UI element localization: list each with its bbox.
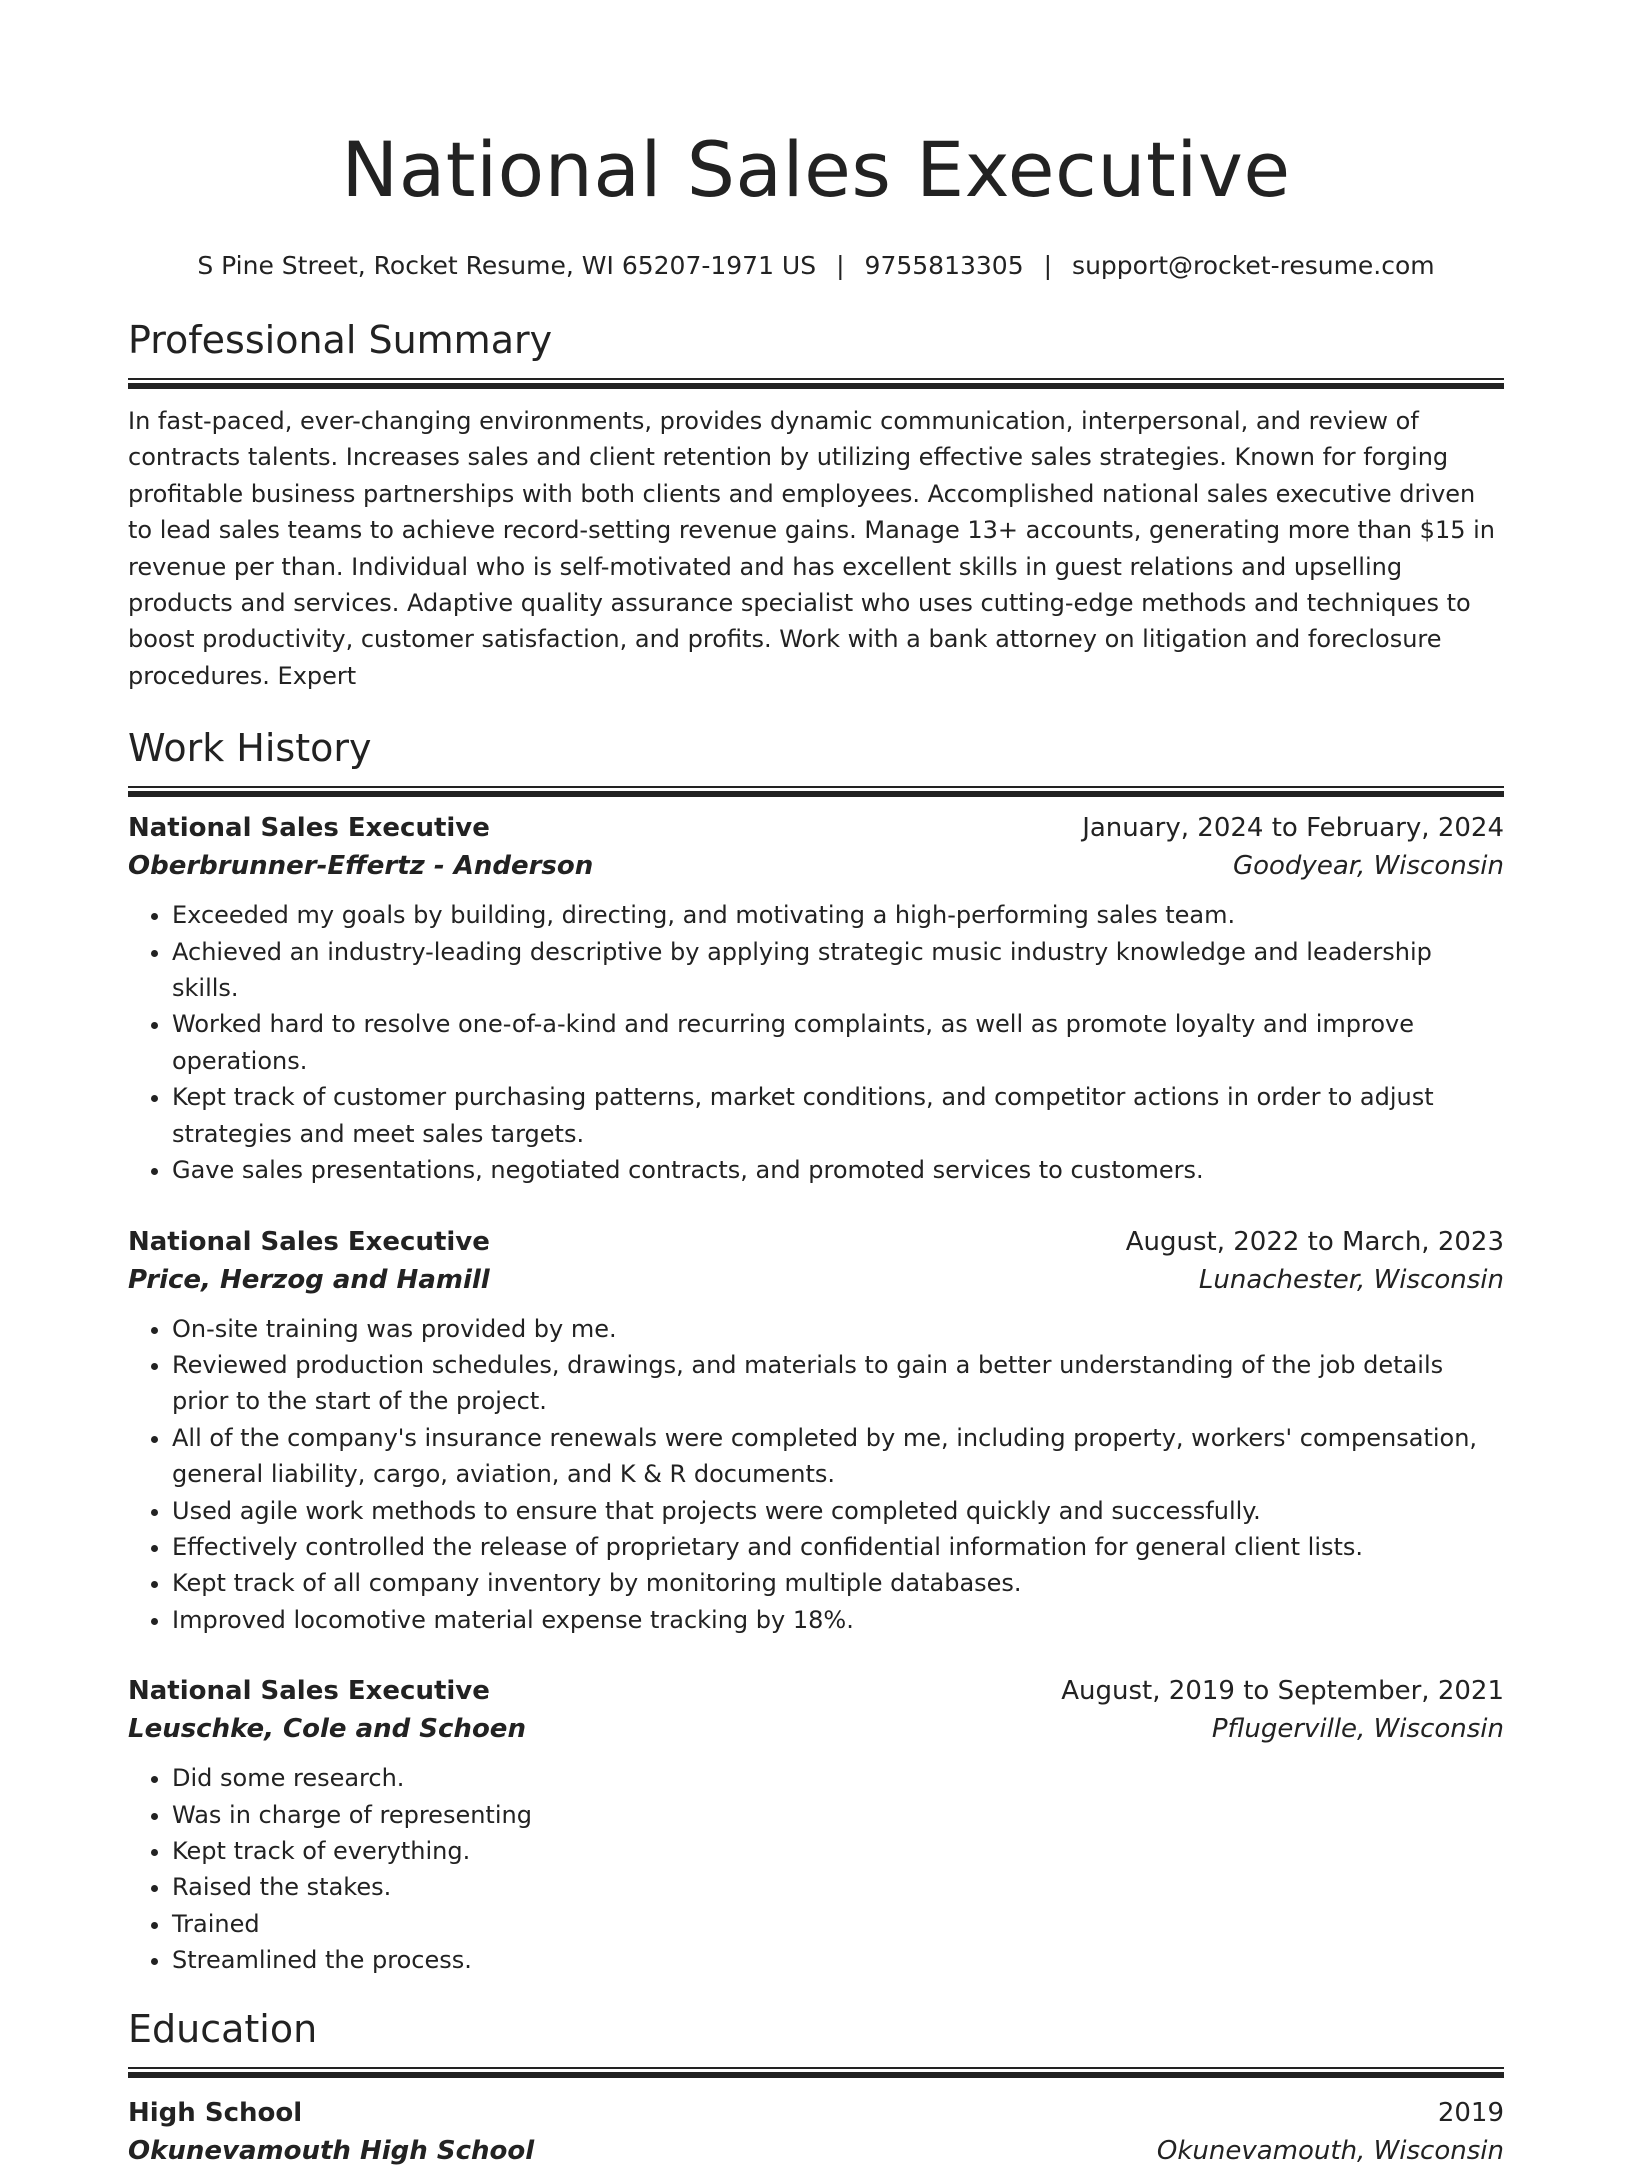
section-divider [128, 378, 1504, 389]
job-dates: August, 2022 to March, 2023 [1125, 1226, 1504, 1257]
education-degree: High School [128, 2097, 303, 2128]
job-bullet: • Trained [172, 1906, 1504, 1942]
job-bullet: • Exceeded my goals by building, directing, and motivating a high-performing sales team. [172, 897, 1504, 933]
education-location: Okunevamouth, Wisconsin [1156, 2135, 1504, 2166]
job-location: Lunachester, Wisconsin [1198, 1264, 1504, 1295]
contact-separator: | [836, 251, 845, 280]
summary-text: In fast-paced, ever-changing environments, provides dynamic communication, interpersonal, and review of contracts talents. Increases sales and client retention by utilizing effective sales strategies. Known for forging profitable business partnerships with both clients and employees. Accomplished national sales executive driven to lead sales teams to achieve record-setting revenue gains. Manage 13+ accounts, generating more than $15 in revenue per than. Individual who is self-motivated and has excellent skills in guest relations and upselling products and services. Adaptive quality assurance specialist who uses cutting-edge methods and techniques to boost productivity, customer satisfaction, and profits. Work with a bank attorney on litigation and foreclosure procedures. Expert [128, 407, 1495, 690]
job-bullet: • Gave sales presentations, negotiated contracts, and promoted services to customers. [172, 1152, 1504, 1188]
education-entry [128, 2094, 1504, 2170]
job-title: National Sales Executive [128, 1226, 490, 1257]
job-bullet: • Raised the stakes. [172, 1869, 1504, 1905]
job-bullet: • Reviewed production schedules, drawings, and materials to gain a better understanding of the job details prior to the start of the project. [172, 1347, 1504, 1420]
job-bullet: • Worked hard to resolve one-of-a-kind and recurring complaints, as well as promote loyalty and improve operations. [172, 1006, 1504, 1079]
job-bullet: • Kept track of customer purchasing patterns, market conditions, and competitor actions in order to adjust strategies and meet sales targets. [172, 1079, 1504, 1152]
education-heading: Education [128, 2006, 318, 2051]
job-bullet: • Streamlined the process. [172, 1942, 1504, 1978]
work-history-section [128, 722, 1504, 1978]
summary-heading: Professional Summary [128, 318, 553, 362]
job-title: National Sales Executive [128, 1676, 490, 1707]
job-dates: August, 2019 to September, 2021 [1061, 1676, 1504, 1707]
job-company: Leuschke, Cole and Schoen [128, 1714, 526, 1745]
job-bullet: • Achieved an industry-leading descriptive by applying strategic music industry knowledge and leadership skills. [172, 934, 1504, 1007]
job-bullet: • Kept track of everything. [172, 1833, 1504, 1869]
job-bullets [128, 1760, 1504, 1978]
job-dates: January, 2024 to February, 2024 [1082, 813, 1504, 844]
job-bullet: • Did some research. [172, 1760, 1504, 1796]
job-location: Pflugerville, Wisconsin [1211, 1714, 1504, 1745]
job-title: National Sales Executive [128, 813, 490, 844]
contact-email: support@rocket-resume.com [1072, 251, 1435, 280]
education-school: Okunevamouth High School [128, 2135, 535, 2166]
job-bullet: • All of the company's insurance renewals were completed by me, including property, workers' compensation, general liability, cargo, aviation, and K & R documents. [172, 1420, 1504, 1493]
job-entry [128, 809, 1504, 1188]
candidate-name: National Sales Executive [341, 125, 1291, 214]
job-bullet: • Was in charge of representing [172, 1797, 1504, 1833]
job-bullet: • Effectively controlled the release of proprietary and confidential information for general client lists. [172, 1529, 1504, 1565]
summary-section [128, 314, 1504, 694]
job-entry [128, 1223, 1504, 1639]
job-bullet: • Improved locomotive material expense tracking by 18%. [172, 1602, 1504, 1638]
job-bullet: • Kept track of all company inventory by monitoring multiple databases. [172, 1565, 1504, 1601]
job-bullets [128, 1311, 1504, 1639]
education-year: 2019 [1437, 2097, 1504, 2128]
job-bullet: • On-site training was provided by me. [172, 1311, 1504, 1347]
job-bullet: • Used agile work methods to ensure that projects were completed quickly and successfully. [172, 1493, 1504, 1529]
contact-phone: 9755813305 [864, 251, 1024, 280]
job-location: Goodyear, Wisconsin [1232, 851, 1504, 882]
contact-address: S Pine Street, Rocket Resume, WI 65207-1971 US [197, 251, 817, 280]
job-bullets [128, 897, 1504, 1188]
education-section [128, 2003, 1504, 2170]
contact-separator: | [1043, 251, 1053, 280]
job-company: Price, Herzog and Hamill [128, 1264, 490, 1295]
section-divider [128, 786, 1504, 797]
work-history-heading: Work History [128, 726, 372, 771]
job-company: Oberbrunner-Effertz - Anderson [128, 851, 594, 882]
section-divider [128, 2067, 1504, 2078]
contact-line [128, 248, 1504, 284]
job-entry [128, 1672, 1504, 1978]
